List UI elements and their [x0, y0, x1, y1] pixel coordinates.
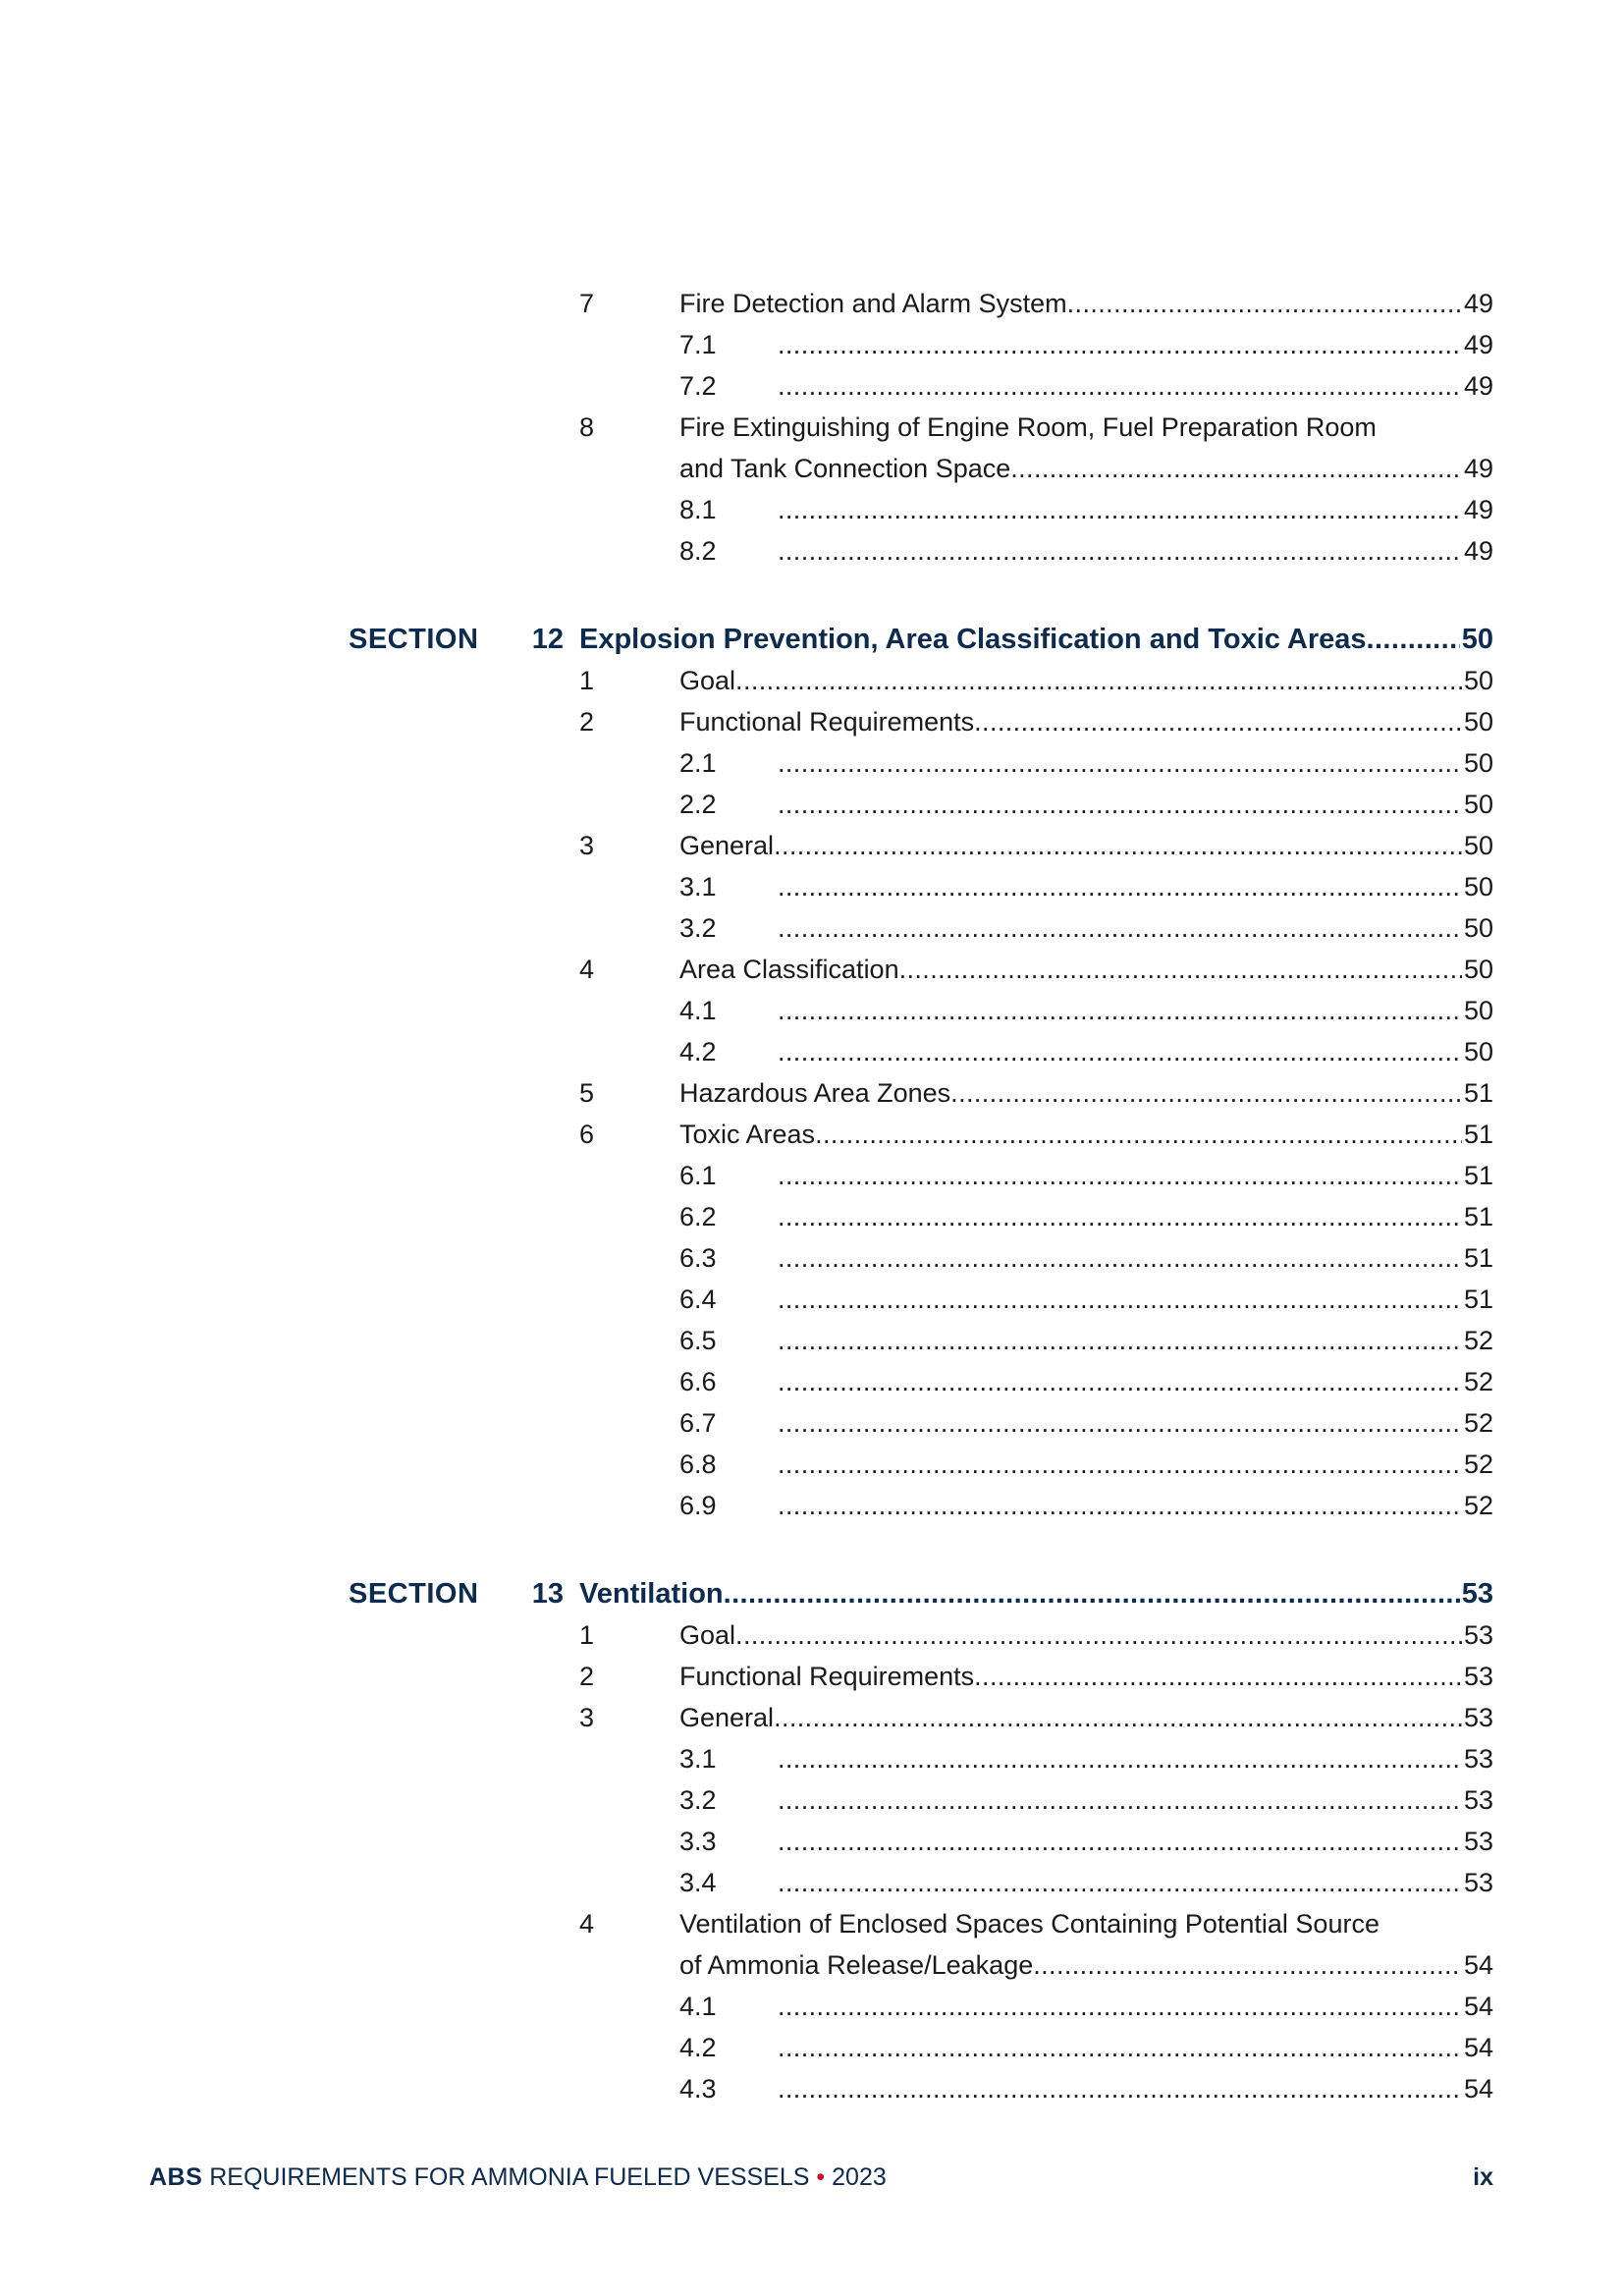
toc-subitem[interactable]	[0, 1821, 1623, 1862]
toc-item-number: 2	[579, 1662, 595, 1691]
toc-item-title: Fire Detection and Alarm System	[679, 289, 1067, 318]
toc-subitem[interactable]	[0, 324, 1623, 365]
toc-item-number: 1	[579, 1620, 595, 1650]
toc-page-number: 50	[1463, 913, 1493, 943]
toc-page-number: 54	[1463, 1992, 1493, 2021]
section-label: SECTION	[349, 624, 479, 655]
toc-page-number: 51	[1463, 1285, 1493, 1314]
toc-page-number: 54	[1463, 1950, 1493, 1980]
toc-item-number: 3	[579, 831, 595, 860]
footer-bullet: •	[816, 2163, 826, 2191]
toc-item-number: 7	[579, 289, 595, 318]
toc-subitem-number: 6.8	[679, 1449, 717, 1479]
toc-page-number: 53	[1461, 1578, 1493, 1610]
footer-page-number: ix	[1473, 2163, 1493, 2191]
toc-subitem-number: 2.2	[679, 790, 717, 819]
toc-page-number: 50	[1463, 831, 1493, 860]
toc-page-number: 50	[1463, 666, 1493, 695]
table-of-contents	[0, 283, 1623, 2109]
toc-subitem[interactable]	[0, 742, 1623, 784]
toc-item-number: 1	[579, 666, 595, 695]
toc-item-number: 4	[579, 955, 595, 984]
toc-subitem[interactable]	[0, 907, 1623, 949]
toc-subitem[interactable]	[0, 1155, 1623, 1196]
toc-subitem[interactable]	[0, 2068, 1623, 2109]
toc-item[interactable]	[0, 1903, 1623, 1986]
footer-year: 2023	[825, 2163, 887, 2191]
toc-subitem-number: 4.1	[679, 996, 717, 1025]
toc-page-number: 50	[1463, 748, 1493, 778]
toc-page-number: 53	[1463, 1703, 1493, 1732]
toc-subitem-number: 4.1	[679, 1992, 717, 2021]
toc-item-title: Toxic Areas	[679, 1120, 816, 1149]
toc-page-number: 49	[1463, 289, 1493, 318]
toc-subitem[interactable]	[0, 1862, 1623, 1903]
toc-page-number: 49	[1463, 371, 1493, 401]
toc-page-number: 51	[1463, 1202, 1493, 1231]
toc-item-number: 5	[579, 1078, 595, 1108]
toc-subitem-number: 8.1	[679, 495, 717, 524]
toc-page-number: 50	[1463, 996, 1493, 1025]
toc-item-number: 3	[579, 1703, 595, 1732]
toc-subitem-number: 7.2	[679, 371, 717, 401]
toc-item-title: Functional Requirements	[679, 1662, 975, 1691]
toc-item-title-line2: and Tank Connection Space	[679, 454, 1011, 483]
toc-page-number: 50	[1463, 707, 1493, 737]
toc-item[interactable]	[0, 1614, 1623, 1656]
toc-subitem[interactable]	[0, 1402, 1623, 1444]
toc-item-title-line2: of Ammonia Release/Leakage	[679, 1950, 1034, 1980]
toc-item[interactable]	[0, 407, 1623, 489]
toc-page-number: 49	[1463, 330, 1493, 359]
toc-page-number: 50	[1463, 1037, 1493, 1066]
toc-item-title: Goal	[679, 1620, 736, 1650]
toc-subitem-number: 4.2	[679, 2033, 717, 2062]
toc-subitem[interactable]	[0, 489, 1623, 530]
toc-subitem[interactable]	[0, 1361, 1623, 1402]
toc-subitem[interactable]	[0, 1485, 1623, 1526]
toc-item[interactable]	[0, 825, 1623, 866]
toc-subitem-number: 6.1	[679, 1161, 717, 1190]
toc-subitem-number: 6.6	[679, 1367, 717, 1396]
toc-subitem[interactable]	[0, 1320, 1623, 1361]
toc-item-title: Functional Requirements	[679, 707, 975, 737]
toc-subitem-number: 6.2	[679, 1202, 717, 1231]
toc-item-number: 6	[579, 1120, 595, 1149]
toc-page-number: 53	[1463, 1827, 1493, 1856]
toc-section-heading[interactable]	[0, 619, 1623, 660]
toc-subitem-number: 3.2	[679, 1785, 717, 1815]
toc-subitem-number: 6.4	[679, 1285, 717, 1314]
toc-item[interactable]	[0, 1697, 1623, 1738]
toc-page-number: 51	[1463, 1161, 1493, 1190]
toc-subitem-number: 4.2	[679, 1037, 717, 1066]
toc-subitem[interactable]	[0, 530, 1623, 572]
toc-item-title: Area Classification	[679, 955, 899, 984]
footer-title: REQUIREMENTS FOR AMMONIA FUELED VESSELS	[202, 2163, 817, 2191]
toc-subitem[interactable]	[0, 990, 1623, 1031]
toc-item-number: 2	[579, 707, 595, 737]
toc-subitem[interactable]	[0, 365, 1623, 407]
toc-page-number: 50	[1461, 624, 1493, 655]
toc-item[interactable]	[0, 949, 1623, 990]
toc-subitem[interactable]	[0, 1031, 1623, 1072]
toc-item-number: 4	[579, 1909, 595, 1939]
toc-item[interactable]	[0, 660, 1623, 701]
toc-subitem[interactable]	[0, 2027, 1623, 2068]
toc-page-number: 54	[1463, 2074, 1493, 2104]
toc-subitem-number: 3.1	[679, 872, 717, 902]
toc-page-number: 53	[1463, 1620, 1493, 1650]
toc-page-number: 50	[1463, 790, 1493, 819]
toc-subitem-number: 2.1	[679, 748, 717, 778]
toc-subitem[interactable]	[0, 1196, 1623, 1237]
toc-subitem-number: 8.2	[679, 536, 717, 566]
toc-item[interactable]	[0, 283, 1623, 324]
toc-subitem-number: 4.3	[679, 2074, 717, 2104]
toc-subitem-number: 6.3	[679, 1243, 717, 1273]
section-number: 13	[531, 1578, 564, 1610]
toc-item[interactable]	[0, 1072, 1623, 1114]
toc-page-number: 53	[1463, 1785, 1493, 1815]
toc-page-number: 51	[1463, 1243, 1493, 1273]
toc-subitem[interactable]	[0, 1738, 1623, 1779]
toc-subitem-number: 3.2	[679, 913, 717, 943]
toc-subitem-number: 6.5	[679, 1326, 717, 1355]
page-footer	[149, 2158, 1493, 2197]
toc-page-number: 53	[1463, 1744, 1493, 1774]
toc-page-number: 54	[1463, 2033, 1493, 2062]
toc-subitem-number: 6.9	[679, 1491, 717, 1520]
toc-page-number: 51	[1463, 1078, 1493, 1108]
toc-page-number: 49	[1463, 454, 1493, 483]
footer-brand: ABS	[149, 2163, 203, 2191]
toc-subitem-number: 3.3	[679, 1827, 717, 1856]
toc-item-title: General	[679, 1703, 775, 1732]
toc-section-heading[interactable]	[0, 1573, 1623, 1614]
toc-item[interactable]	[0, 1656, 1623, 1697]
toc-subitem-number: 3.4	[679, 1868, 717, 1897]
toc-item-title: Hazardous Area Zones	[679, 1078, 951, 1108]
toc-page-number: 49	[1463, 536, 1493, 566]
toc-page-number: 50	[1463, 955, 1493, 984]
section-number: 12	[531, 624, 564, 655]
toc-item-title: General	[679, 831, 775, 860]
toc-subitem[interactable]	[0, 866, 1623, 907]
toc-subitem-number: 7.1	[679, 330, 717, 359]
toc-subitem[interactable]	[0, 1279, 1623, 1320]
toc-subitem-number: 6.7	[679, 1408, 717, 1438]
toc-subitem[interactable]	[0, 1444, 1623, 1485]
toc-page-number: 51	[1463, 1120, 1493, 1149]
toc-item-title-line1: Fire Extinguishing of Engine Room, Fuel Preparation Room	[679, 412, 1377, 442]
toc-subitem[interactable]	[0, 1237, 1623, 1279]
section-label: SECTION	[349, 1578, 479, 1610]
toc-page-number: 53	[1463, 1662, 1493, 1691]
toc-page-number: 53	[1463, 1868, 1493, 1897]
section-title: Explosion Prevention, Area Classification and Toxic Areas	[579, 624, 1367, 655]
toc-page-number: 49	[1463, 495, 1493, 524]
toc-item[interactable]	[0, 701, 1623, 742]
toc-subitem-number: 3.1	[679, 1744, 717, 1774]
toc-page-number: 52	[1463, 1491, 1493, 1520]
toc-item-number: 8	[579, 412, 595, 442]
toc-item-title-line1: Ventilation of Enclosed Spaces Containing Potential Source	[679, 1909, 1380, 1939]
section-title: Ventilation	[579, 1578, 724, 1610]
toc-subitem[interactable]	[0, 784, 1623, 825]
toc-page-number: 50	[1463, 872, 1493, 902]
toc-page-number: 52	[1463, 1367, 1493, 1396]
toc-page-number: 52	[1463, 1449, 1493, 1479]
toc-page-number: 52	[1463, 1326, 1493, 1355]
toc-item[interactable]	[0, 1114, 1623, 1155]
toc-page-number: 52	[1463, 1408, 1493, 1438]
toc-item-title: Goal	[679, 666, 736, 695]
toc-subitem[interactable]	[0, 1986, 1623, 2027]
toc-subitem[interactable]	[0, 1779, 1623, 1821]
